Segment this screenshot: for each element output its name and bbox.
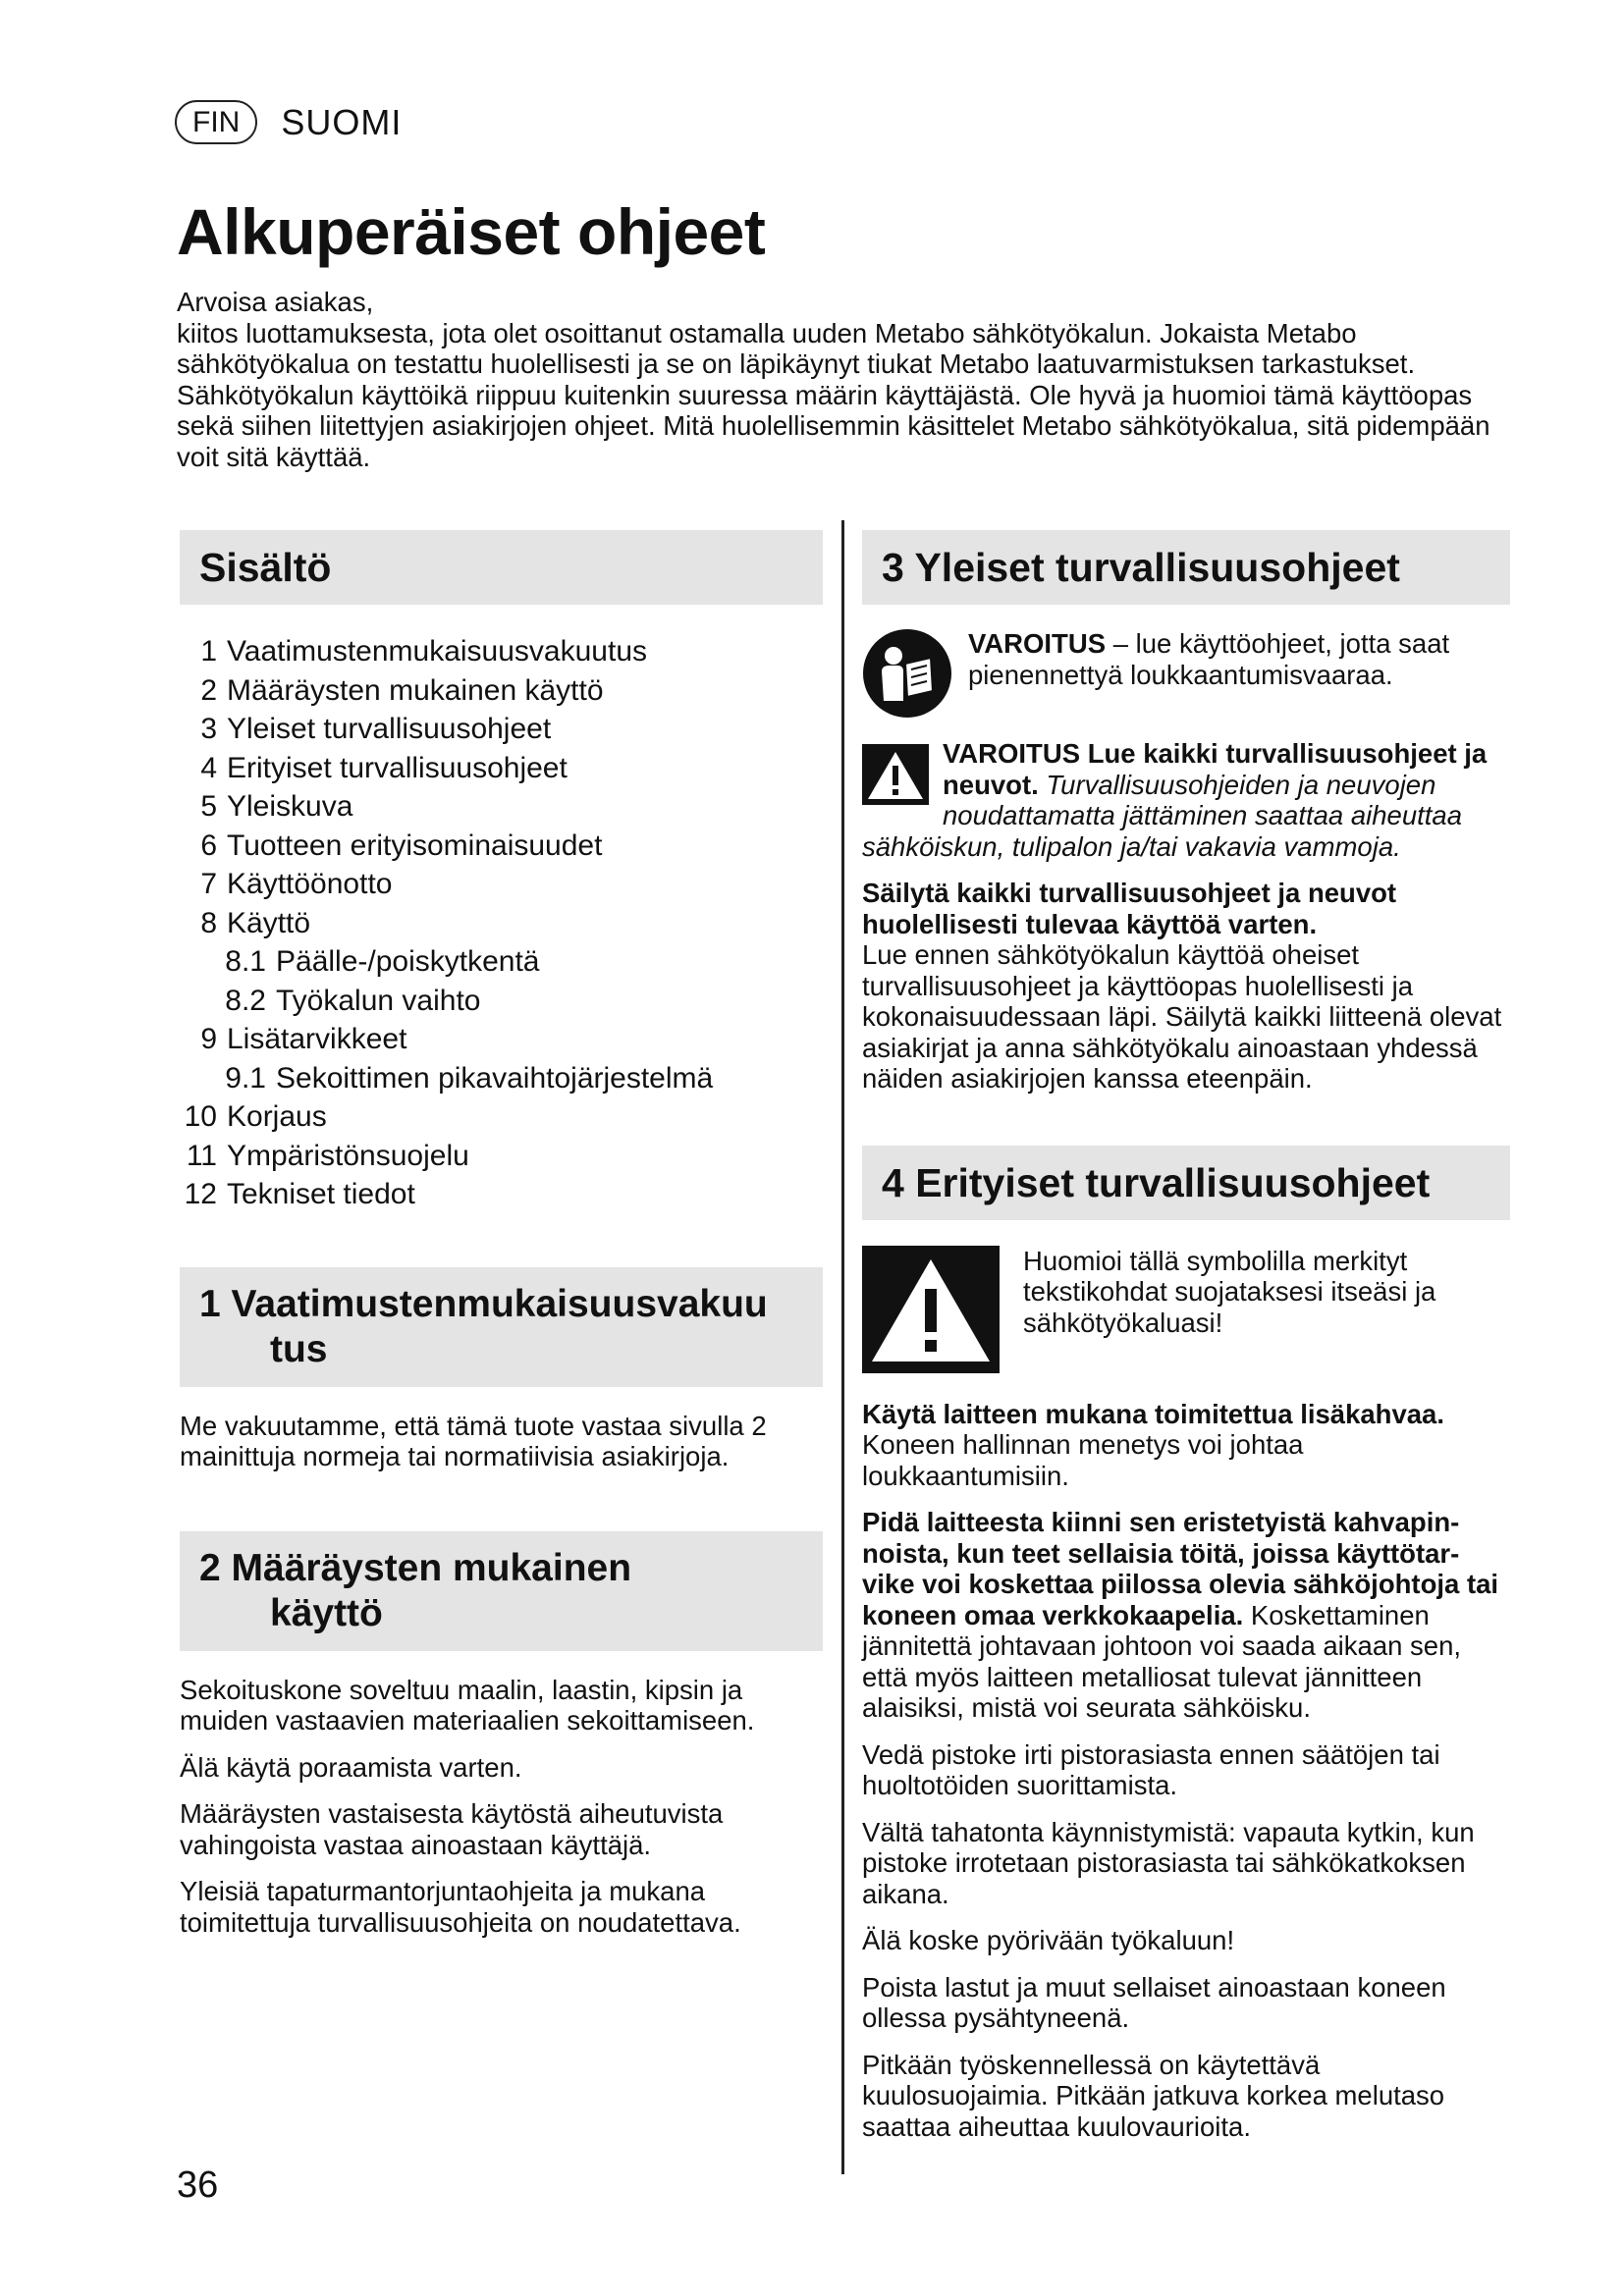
- toc-item-number: 11: [186, 1139, 217, 1172]
- warning-symbol-icon: [862, 1246, 1000, 1373]
- toc-item: [180, 827, 823, 866]
- warning-triangle-icon: [862, 744, 929, 805]
- toc-item-number: 10: [184, 1100, 217, 1133]
- language-name: SUOMI: [281, 101, 403, 142]
- section-2-title-line2: käyttö: [270, 1591, 383, 1634]
- section-2-title-line1: 2 Määräysten mukainen: [199, 1546, 632, 1589]
- section-4-p2-bold: Pidä laitteesta kiinni sen eristetyistä kahvapin-noista, kun teet sellaisia töitä, joissa käyttötar-vike voi koskettaa piilossa olevia sähköjohtoja tai koneen omaa verkkokaapelia.: [862, 1507, 1499, 1630]
- section-2-p2: Älä käytä poraamista varten.: [180, 1751, 522, 1783]
- section-4-p1: [862, 1399, 1510, 1492]
- symbol-note-text: Huomioi tällä symbolilla merkityt tekstikohdat suojataksesi itseäsi ja sähkötyökaluasi!: [1023, 1245, 1436, 1338]
- intro-greeting: Arvoisa asiakas,: [177, 287, 374, 317]
- left-column: [180, 530, 823, 1953]
- section-4-p2-text: Koskettaminen jännitettä johtavaan johtoon voi saada aikaan sen, että myös laitteen metalliosat tulevat jännitteen alaisiksi, mistä voi seurata sähköisku.: [862, 1599, 1462, 1723]
- page-title: Alkuperäiset ohjeet: [177, 195, 766, 268]
- read-manual-warning: [862, 628, 1510, 719]
- section-4-p3: Vedä pistoke irti pistorasiasta ennen säätöjen tai huoltotöiden suorittamista.: [862, 1738, 1440, 1800]
- section-1-title-line2: tus: [270, 1327, 328, 1370]
- section-4-p4: Vältä tahatonta käynnistymistä: vapauta kytkin, kun pistoke irrotetaan pistorasiasta tai sähkökatkoksen aikana.: [862, 1816, 1475, 1909]
- toc-item-number: 12: [184, 1178, 217, 1210]
- keep-instructions-text: Lue ennen sähkötyökalun käyttöä oheiset turvallisuusohjeet ja käyttöopas huolellisesti ja kokonaisuudessaan läpi. Säilytä kaikki liitteenä olevat asiakirjat ja anna sähkötyökalu ainoastaan yhdessä näiden asiakirjojen kanssa eteenpäin.: [862, 939, 1502, 1094]
- toc-item: [180, 942, 823, 982]
- right-column: [862, 530, 1510, 2158]
- section-2-p4: Yleisiä tapaturmantorjuntaohjeita ja mukana toimitettuja turvallisuusohjeita on noudatettava.: [180, 1876, 741, 1938]
- toc-item: [180, 710, 823, 749]
- toc-item: [180, 787, 823, 827]
- toc-item-number: 4: [200, 751, 217, 784]
- toc-item: [180, 671, 823, 711]
- toc-item: [180, 904, 823, 943]
- page-number: 36: [177, 2164, 219, 2206]
- section-2-p3: Määräysten vastaisesta käytöstä aiheutuvista vahingoista vastaa ainoastaan käyttäjä.: [180, 1798, 724, 1860]
- toc-item-label: Yleiset turvallisuusohjeet: [227, 713, 552, 745]
- intro-text: kiitos luottamuksesta, jota olet osoittanut ostamalla uuden Metabo sähkötyökalun. Jokaista Metabo sähkötyökalua on testattu huolellisesti ja se on läpikäynyt tiukat Metabo laatuvarmistuksen tarkastukset. Sähkötyökalun käyttöikä riippuu kuitenkin suuressa määrin käyttäjästä. Ole hyvä ja huomioi tämä käyttöopas sekä siihen liitettyjen asiakirjojen ohjeet. Mitä huolellisemmin käsittelet Metabo sähkötyökalua, sitä pidempään voit sitä käyttää.: [177, 317, 1490, 472]
- toc-item-number: 8.2: [225, 984, 266, 1017]
- toc-item: [180, 1175, 823, 1214]
- toc-item: [180, 749, 823, 788]
- toc-item: [180, 982, 823, 1021]
- toc-item-label: Käyttöönotto: [227, 868, 393, 900]
- language-code-badge: FIN: [175, 100, 257, 144]
- toc-item-number: 7: [200, 868, 217, 900]
- section-4-p5: Älä koske pyörivään työkaluun!: [862, 1925, 1235, 1955]
- toc-item-label: Vaatimustenmukaisuusvakuutus: [227, 635, 647, 667]
- warning-1-bold: VAROITUS: [968, 628, 1107, 659]
- toc-item-number: 6: [200, 828, 217, 862]
- toc-item-label: Tuotteen erityisominaisuudet: [227, 828, 603, 862]
- section-1-title-line1: 1 Vaatimustenmukaisuusvakuu: [199, 1282, 768, 1325]
- section-2-p1: Sekoituskone soveltuu maalin, laastin, kipsin ja muiden vastaavien materiaalien sekoittamiseen.: [180, 1674, 755, 1735]
- toc-item: [180, 1059, 823, 1098]
- section-4-p6: Poista lastut ja muut sellaiset ainoastaan koneen ollessa pysähtyneenä.: [862, 1971, 1446, 2033]
- warning-2-italic: Turvallisuusohjeiden ja neuvojen noudattamatta jättäminen saattaa aiheuttaa sähköiskun, tulipalon ja/tai vakavia vammoja.: [862, 769, 1462, 862]
- warning-1-text: [968, 628, 1510, 690]
- toc-item-label: Lisätarvikkeet: [227, 1023, 407, 1055]
- column-divider: [841, 520, 844, 2174]
- toc-item-number: 9.1: [225, 1061, 266, 1095]
- toc-item-label: Määräysten mukainen käyttö: [227, 673, 604, 707]
- keep-instructions-bold: Säilytä kaikki turvallisuusohjeet ja neuvot huolellisesti tulevaa käyttöä varten.: [862, 878, 1397, 939]
- toc-item-number: 9: [200, 1023, 217, 1055]
- toc-item-number: 8.1: [225, 945, 266, 978]
- symbol-note: [862, 1246, 1510, 1373]
- warning-1-rest: – lue käyttöohjeet, jotta saat pienennettyä loukkaantumisvaaraa.: [968, 628, 1450, 690]
- toc-item: [180, 1137, 823, 1176]
- keep-instructions: [862, 878, 1510, 1095]
- toc-item-number: 8: [200, 906, 217, 939]
- toc-heading: Sisältö: [180, 530, 823, 605]
- toc-item-label: Yleiskuva: [227, 790, 353, 823]
- section-1-heading: [180, 1267, 823, 1387]
- toc-item: [180, 865, 823, 904]
- intro: [177, 287, 1522, 472]
- general-warning: [862, 738, 1510, 862]
- toc-item-label: Korjaus: [227, 1100, 327, 1133]
- section-3-heading: 3 Yleiset turvallisuusohjeet: [862, 530, 1510, 605]
- toc-item-number: 5: [200, 790, 217, 823]
- section-4-p1-bold: Käytä laitteen mukana toimitettua lisäkahvaa.: [862, 1398, 1444, 1429]
- warning-2-text: [862, 738, 1510, 862]
- toc-item-number: 2: [200, 673, 217, 707]
- toc-item-label: Tekniset tiedot: [227, 1178, 415, 1210]
- toc-item: [180, 632, 823, 671]
- toc-item-number: 3: [200, 713, 217, 745]
- toc-item-label: Työkalun vaihto: [276, 984, 481, 1017]
- section-4-p7: Pitkään työskennellessä on käytettävä kuulosuojaimia. Pitkään jatkuva korkea melutaso saattaa aiheuttaa kuulovaurioita.: [862, 2049, 1445, 2142]
- read-manual-icon: [862, 628, 952, 719]
- toc-item-label: Sekoittimen pikavaihtojärjestelmä: [276, 1061, 714, 1095]
- toc-item-label: Erityiset turvallisuusohjeet: [227, 751, 568, 784]
- section-1-text: Me vakuutamme, että tämä tuote vastaa sivulla 2 mainittuja normeja tai normatiivisia asiakirjoja.: [180, 1410, 767, 1471]
- toc-item-label: Päälle-/poiskytkentä: [276, 945, 540, 978]
- toc-item-label: Ympäristönsuojelu: [227, 1139, 469, 1172]
- toc-item-number: 1: [200, 635, 217, 667]
- section-4-p1-text: Koneen hallinnan menetys voi johtaa loukkaantumisiin.: [862, 1429, 1304, 1491]
- language-marker: [175, 100, 402, 144]
- toc-item: [180, 1020, 823, 1059]
- warning-2-bold: VAROITUS Lue kaikki turvallisuusohjeet ja neuvot.: [943, 738, 1488, 800]
- toc-item-label: Käyttö: [227, 906, 311, 939]
- section-4-heading: 4 Erityiset turvallisuusohjeet: [862, 1146, 1510, 1220]
- section-2-heading: [180, 1531, 823, 1651]
- section-4-p2: [862, 1507, 1510, 1724]
- toc-item: [180, 1097, 823, 1137]
- table-of-contents: [180, 632, 823, 1214]
